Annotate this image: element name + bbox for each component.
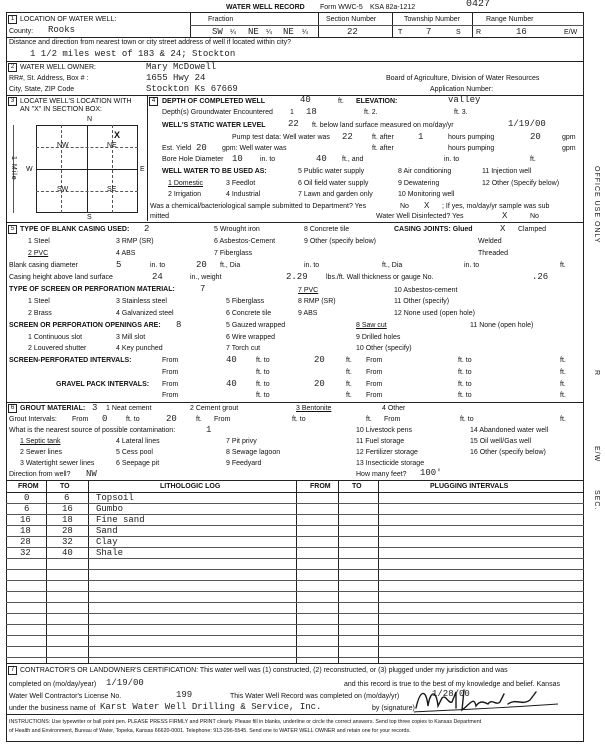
distance-value: 1 1/2 miles west of 183 & 24; Stockton	[30, 49, 236, 59]
chem-no: No	[400, 203, 409, 210]
gpm: gpm	[562, 145, 576, 152]
groundwater-1: 18	[306, 107, 317, 117]
location-label: LOCATION OF WATER WELL:	[20, 16, 117, 23]
county-value: Rooks	[48, 25, 76, 35]
screen-galvanized: 4 Galvanized steel	[116, 310, 174, 317]
from-label: From	[366, 392, 383, 399]
casing-wrought: 5 Wrought iron	[214, 226, 260, 233]
ft-dia: ft., Dia	[220, 262, 241, 269]
casing-weight: 2.29	[286, 272, 308, 282]
office-use-label: OFFICE USE ONLY	[593, 166, 600, 244]
elevation-label: ELEVATION:	[356, 98, 398, 105]
log-to: 40	[62, 548, 73, 558]
log-rule	[6, 635, 584, 636]
quarter-symbol: ¼	[302, 29, 308, 36]
in-to: in. to	[150, 262, 166, 269]
county-label: County:	[9, 28, 34, 35]
form-title: WATER WELL RECORD	[226, 4, 305, 11]
yield-label: Est. Yield	[162, 145, 192, 152]
open-saw-cut: 8 Saw cut	[356, 322, 387, 329]
casing-steel: 1 Steel	[28, 238, 50, 245]
side-r-label: R	[593, 370, 600, 377]
depth-value: 40	[300, 95, 311, 105]
log-rule	[6, 613, 584, 614]
after-label: ft. after	[372, 145, 394, 152]
contam-feedyard: 9 Feedyard	[226, 460, 262, 467]
disinfected-no: No	[530, 213, 539, 220]
use-other: 12 Other (Specify below)	[482, 180, 560, 187]
grout-to: 20	[166, 414, 177, 424]
ft-dia: ft., Dia	[382, 262, 403, 269]
log-rule	[6, 591, 584, 592]
pump-gpm: 20	[530, 132, 541, 142]
ft-to: ft. to	[256, 369, 270, 376]
casing-joints-label: CASING JOINTS: Glued	[394, 226, 473, 233]
screen-stainless: 3 Stainless steel	[116, 298, 167, 305]
quadrant-ne: NE	[107, 142, 117, 149]
casing-height: 24	[152, 272, 163, 282]
static-level-date: 1/19/00	[508, 119, 546, 129]
openings-type: 8	[176, 320, 182, 330]
log-from: 6	[24, 504, 30, 514]
gravel-pack-label: GRAVEL PACK INTERVALS:	[56, 381, 150, 388]
open-torch: 7 Torch cut	[226, 345, 261, 352]
gpm: gpm	[562, 134, 576, 141]
screen-type: 7	[200, 284, 206, 294]
grout-label: GROUT MATERIAL:	[20, 405, 86, 412]
ft: ft.	[560, 416, 566, 423]
range-label: Range Number	[486, 16, 534, 23]
open-gauzed: 5 Gauzed wrapped	[226, 322, 286, 329]
ft-to: ft. to	[256, 357, 270, 364]
bore-value: 10	[232, 154, 243, 164]
quarter-symbol: ¼	[230, 29, 236, 36]
casing-fiberglass: 7 Fiberglass	[214, 250, 253, 257]
contam-lagoon: 8 Sewage lagoon	[226, 449, 281, 456]
chem-sample-label: Was a chemical/bacteriological sample submitted to Department? Yes	[150, 203, 367, 210]
range-ew: E/W	[564, 29, 578, 36]
weight-rest: lbs./ft. Wall thickness or gauge No.	[326, 274, 434, 281]
pump-hours: 1	[418, 132, 424, 142]
compass-w: W	[26, 166, 33, 173]
gw1-no: 1	[290, 109, 294, 116]
log-rule	[6, 536, 584, 537]
gw3-label: ft. 3.	[454, 109, 468, 116]
ft: ft.	[530, 156, 536, 163]
casing-gauge: .26	[532, 272, 549, 282]
chem-mitted: mitted	[150, 213, 170, 220]
quadrant-se: SE	[107, 186, 117, 193]
casing-type: 2	[144, 224, 150, 234]
yield-rest: gpm: Well water was	[222, 145, 287, 152]
owner-address: 1655 Hwy 24	[146, 73, 206, 83]
mile-label: 1 Mile	[10, 156, 17, 181]
in-weight: in., weight	[190, 274, 222, 281]
ft-to: ft. to	[458, 392, 472, 399]
quarter-1: SW	[212, 27, 223, 37]
log-to: 16	[62, 504, 73, 514]
ft: ft.	[346, 357, 352, 364]
from-label: From	[162, 369, 179, 376]
grout-cement: 2 Cement grout	[190, 405, 239, 412]
contam-pit-privy: 7 Pit privy	[226, 438, 257, 445]
from-label: From	[214, 416, 231, 423]
ft-to: ft. to	[126, 416, 140, 423]
log-to: 18	[62, 515, 73, 525]
screen-fiberglass: 5 Fiberglass	[226, 298, 265, 305]
instructions-line-2: of Health and Environment, Bureau of Water, Topeka, Kansas 66620-0001. Telephone: 913-296-5545. Send one to WATER WELL OWNER and retain one for your records.	[9, 728, 411, 734]
from-label: From	[366, 369, 383, 376]
address-label: RR#, St. Address, Box # :	[9, 75, 89, 82]
log-rule	[6, 569, 584, 570]
cert-line-2b: and this record is true to the best of my knowledge and belief. Kansas	[344, 681, 560, 688]
owner-city: Stockton Ks 67669	[146, 84, 238, 94]
form-number: Form WWC-5	[320, 4, 363, 11]
open-continuous: 1 Continuous slot	[28, 334, 83, 341]
screen-intervals-label: SCREEN-PERFORATED INTERVALS:	[9, 357, 132, 364]
from-label: From	[384, 416, 401, 423]
locate-label: LOCATE WELL'S LOCATION WITH	[20, 98, 132, 105]
chem-mark: X	[424, 201, 430, 211]
section-3-marker: 3	[8, 97, 17, 106]
grout-type: 3	[92, 403, 98, 413]
gw2-label: ft. 2.	[364, 109, 378, 116]
use-irrigation: 2 Irrigation	[168, 191, 202, 198]
fraction-label: Fraction	[208, 16, 234, 23]
casing-diameter: 5	[116, 260, 122, 270]
log-rule	[6, 547, 584, 548]
quadrant-nw: NW	[57, 142, 69, 149]
ksa-ref: KSA 82a-1212	[370, 4, 416, 11]
disinfected-mark: X	[502, 211, 508, 221]
joints-threaded: Threaded	[478, 250, 508, 257]
log-from: 32	[20, 548, 31, 558]
use-injection: 11 Injection well	[482, 168, 532, 175]
log-from: 16	[20, 515, 31, 525]
casing-pvc: 2 PVC	[28, 250, 49, 257]
section-4-marker: 4	[149, 97, 158, 106]
in-to: in. to	[464, 262, 480, 269]
feet-label: How many feet?	[356, 471, 407, 478]
grout-other: 4 Other	[382, 405, 406, 412]
compass-n: N	[87, 116, 93, 123]
cert-business: Karst Water Well Drilling & Service, Inc.	[100, 702, 322, 712]
open-wire: 6 Wire wrapped	[226, 334, 276, 341]
contam-watertight: 3 Watertight sewer lines	[20, 460, 95, 467]
log-rule	[6, 503, 584, 504]
static-level-value: 22	[288, 119, 299, 129]
cert-record-date: 1/28/00	[432, 689, 470, 699]
log-rule	[6, 602, 584, 603]
direction-value: NW	[86, 469, 97, 479]
after-label: ft. after	[372, 134, 394, 141]
township-value: 7	[426, 27, 432, 37]
ft-to: ft. to	[458, 369, 472, 376]
well-location-mark: X	[114, 130, 121, 140]
casing-other: 9 Other (specify below)	[304, 238, 376, 245]
quarter-3: NE	[283, 27, 294, 37]
section-1-marker: 1	[8, 15, 17, 24]
log-to-header: TO	[60, 483, 70, 490]
ft-to: ft. to	[460, 416, 474, 423]
pump-water-level: 22	[342, 132, 353, 142]
bore-rest: ft., and	[342, 156, 364, 163]
from-label: From	[366, 357, 383, 364]
gravel-from: 40	[226, 379, 237, 389]
screen-concrete: 6 Concrete tile	[226, 310, 272, 317]
contam-livestock: 10 Livestock pens	[356, 427, 413, 434]
application-label: Application Number:	[430, 86, 494, 93]
water-use-label: WELL WATER TO BE USED AS:	[162, 168, 267, 175]
log-desc: Clay	[96, 537, 118, 547]
ft: ft.	[346, 381, 352, 388]
contamination-value: 1	[206, 425, 212, 435]
contamination-label: What is the nearest source of possible contamination:	[9, 427, 176, 434]
side-sec-label: SEC.	[593, 490, 600, 511]
ft: ft.	[560, 262, 566, 269]
ft: ft.	[366, 416, 372, 423]
contam-abandoned: 14 Abandoned water well	[470, 427, 549, 434]
screen-rmp: 8 RMP (SR)	[298, 298, 336, 305]
contam-insecticide: 13 Insecticide storage	[356, 460, 425, 467]
open-other: 10 Other (specify)	[356, 345, 412, 352]
township-label: Township Number	[404, 16, 461, 23]
log-desc: Topsoil	[96, 493, 134, 503]
section-number-value: 22	[347, 27, 358, 37]
ft: ft.	[560, 381, 566, 388]
from-label: From	[162, 357, 179, 364]
chem-rest: ; If yes, mo/day/yr sample was sub	[442, 203, 550, 210]
hours-label: hours pumping	[448, 134, 495, 141]
grout-intervals-label: Grout Intervals:	[9, 416, 57, 423]
direction-label: Direction from well?	[9, 471, 71, 478]
ft-to: ft. to	[458, 381, 472, 388]
yield-value: 20	[196, 143, 207, 153]
plug-to-header: TO	[352, 483, 362, 490]
static-level-label: WELL'S STATIC WATER LEVEL	[162, 122, 266, 129]
quarter-symbol: ¼	[266, 29, 272, 36]
screen-from: 40	[226, 355, 237, 365]
ft: ft.	[346, 369, 352, 376]
contractor-signature	[412, 684, 562, 716]
screen-brass: 2 Brass	[28, 310, 52, 317]
hours-label: hours pumping	[448, 145, 495, 152]
contam-other: 16 Other (specify below)	[470, 449, 546, 456]
section-number-label: Section Number	[326, 16, 377, 23]
log-rule	[6, 646, 584, 647]
side-ew-label: E/W	[593, 446, 600, 463]
quarter-2: NE	[248, 27, 259, 37]
elevation-value: valley	[448, 95, 481, 105]
board-label: Board of Agriculture, Division of Water Resources	[386, 75, 540, 82]
log-desc: Sand	[96, 526, 118, 536]
use-lawn: 7 Lawn and garden only	[298, 191, 373, 198]
log-rule	[6, 558, 584, 559]
casing-height-label: Casing height above land surface	[9, 274, 113, 281]
bore-to-value: 40	[316, 154, 327, 164]
log-from: 28	[20, 537, 31, 547]
contam-lateral: 4 Lateral lines	[116, 438, 160, 445]
cert-record-label: This Water Well Record was completed on (mo/day/yr)	[230, 693, 400, 700]
use-dewatering: 9 Dewatering	[398, 180, 440, 187]
log-rule	[6, 514, 584, 515]
open-louvered: 2 Louvered shutter	[28, 345, 87, 352]
casing-diameter-to: 20	[196, 260, 207, 270]
openings-label: SCREEN OR PERFORATION OPENINGS ARE:	[9, 322, 161, 329]
plug-from-header: FROM	[310, 483, 331, 490]
grout-bentonite: 3 Bentonite	[296, 405, 332, 412]
in-to: in. to	[304, 262, 320, 269]
log-desc: Fine sand	[96, 515, 145, 525]
joints-clamped: Clamped	[518, 226, 547, 233]
disinfected-label: Water Well Disinfected? Yes	[376, 213, 464, 220]
township-s: S	[456, 29, 461, 36]
range-r: R	[476, 29, 482, 36]
contam-fuel: 11 Fuel storage	[356, 438, 405, 445]
open-drilled: 9 Drilled holes	[356, 334, 401, 341]
ft: ft.	[560, 357, 566, 364]
city-label: City, State, ZIP Code	[9, 86, 75, 93]
contam-sewer: 2 Sewer lines	[20, 449, 63, 456]
contam-septic: 1 Septic tank	[20, 438, 61, 445]
ft-to: ft. to	[292, 416, 306, 423]
bore-label: Bore Hole Diameter	[162, 156, 224, 163]
section-5-marker: 5	[8, 225, 17, 234]
log-from: 0	[24, 493, 30, 503]
section-6-marker: 6	[8, 404, 17, 413]
screen-asbestos: 10 Asbestos-cement	[394, 287, 458, 294]
use-monitoring: 10 Monitoring well	[398, 191, 455, 198]
screen-to: 20	[314, 355, 325, 365]
screen-type-label: TYPE OF SCREEN OR PERFORATION MATERIAL:	[9, 286, 175, 293]
casing-diameter-label: Blank casing diameter	[9, 262, 78, 269]
open-mill: 3 Mill slot	[116, 334, 146, 341]
log-from-header: FROM	[18, 483, 39, 490]
cert-completed-label: completed on (mo/day/year)	[9, 681, 97, 688]
cert-business-label: under the business name of	[9, 705, 96, 712]
ft: ft.	[196, 416, 202, 423]
cert-license: 199	[176, 690, 193, 700]
ft: ft.	[560, 392, 566, 399]
screen-pvc: 7 PVC	[298, 287, 319, 294]
casing-abs: 4 ABS	[116, 250, 136, 257]
contam-fertilizer: 12 Fertilizer storage	[356, 449, 418, 456]
from-label: From	[162, 381, 179, 388]
log-rule	[6, 657, 584, 658]
open-key: 4 Key punched	[116, 345, 163, 352]
cert-completed-date: 1/19/00	[106, 678, 144, 688]
contam-seepage: 6 Seepage pit	[116, 460, 160, 467]
compass-e: E	[140, 166, 145, 173]
open-none: 11 None (open hole)	[470, 322, 534, 329]
screen-abs: 9 ABS	[298, 310, 318, 317]
ft-to: ft. to	[256, 392, 270, 399]
groundwater-label: Depth(s) Groundwater Encountered	[162, 109, 273, 116]
log-desc: Gumbo	[96, 504, 124, 514]
instructions-line-1: INSTRUCTIONS: Use typewriter or ball point pen. PLEASE PRESS FIRMLY and PRINT clearly. Please fill in blanks, underline or circle the correct answers. Send top three copies to Kansas Department	[9, 719, 482, 725]
grout-neat: 1 Neat cement	[106, 405, 152, 412]
log-rule	[6, 624, 584, 625]
static-level-rest: ft. below land surface measured on mo/day/yr	[312, 122, 454, 129]
gravel-to: 20	[314, 379, 325, 389]
joints-welded: Welded	[478, 238, 502, 245]
screen-other: 11 Other (specify)	[394, 298, 450, 305]
in-to: in. to	[444, 156, 460, 163]
feet-value: 100'	[420, 468, 442, 478]
log-desc: Shale	[96, 548, 124, 558]
township-t: T	[398, 29, 403, 36]
distance-label: Distance and direction from nearest town or city street address of well if located within city?	[9, 39, 292, 46]
use-domestic: 1 Domestic	[168, 180, 204, 187]
range-value: 16	[516, 27, 527, 37]
in-to: in. to	[260, 156, 276, 163]
section-2-marker: 2	[8, 63, 17, 72]
ft: ft.	[560, 369, 566, 376]
record-number: 0427	[466, 0, 491, 10]
from-label: From	[72, 416, 89, 423]
cert-line-1: CONTRACTOR'S OR LANDOWNER'S CERTIFICATION: This water well was (1) constructed, (2) reconstructed, or (3) plugged under my jurisdiction and was	[20, 667, 508, 674]
joints-mark: X	[500, 224, 506, 234]
casing-rmp: 3 RMP (SR)	[116, 238, 154, 245]
pump-test-label: Pump test data: Well water was	[232, 134, 330, 141]
depth-label: DEPTH OF COMPLETED WELL	[162, 98, 266, 105]
contam-cess: 5 Cess pool	[116, 449, 153, 456]
cert-signature-label: by (signature)	[372, 705, 415, 712]
log-rule	[6, 580, 584, 581]
from-label: From	[162, 392, 179, 399]
grout-from: 0	[102, 414, 108, 424]
owner-label: WATER WELL OWNER:	[20, 64, 96, 71]
log-to: 32	[62, 537, 73, 547]
casing-asbestos: 6 Asbestos-Cement	[214, 238, 276, 245]
contam-oil-gas: 15 Oil well/Gas well	[470, 438, 532, 445]
log-to: 6	[64, 493, 70, 503]
ft: ft.	[338, 98, 344, 105]
log-to: 28	[62, 526, 73, 536]
compass-s: S	[87, 214, 92, 221]
screen-steel: 1 Steel	[28, 298, 50, 305]
screen-none: 12 None used (open hole)	[394, 310, 475, 317]
use-public: 5 Public water supply	[298, 168, 365, 175]
from-label: From	[366, 381, 383, 388]
use-oil-field: 6 Oil field water supply	[298, 180, 369, 187]
quadrant-sw: SW	[57, 186, 69, 193]
log-from: 18	[20, 526, 31, 536]
ft-to: ft. to	[458, 357, 472, 364]
use-industrial: 4 Industrial	[226, 191, 261, 198]
owner-name: Mary McDowell	[146, 62, 217, 72]
section-7-marker: 7	[8, 666, 17, 675]
use-air: 8 Air conditioning	[398, 168, 452, 175]
plug-header: PLUGGING INTERVALS	[430, 483, 509, 490]
casing-label: TYPE OF BLANK CASING USED:	[20, 226, 130, 233]
log-rule	[6, 525, 584, 526]
casing-concrete: 8 Concrete tile	[304, 226, 350, 233]
log-litho-header: LITHOLOGIC LOG	[160, 483, 221, 490]
locate-label-2: AN "X" IN SECTION BOX:	[20, 106, 102, 113]
ft: ft.	[346, 392, 352, 399]
ft-to: ft. to	[256, 381, 270, 388]
use-feedlot: 3 Feedlot	[226, 180, 256, 187]
cert-license-label: Water Well Contractor's License No.	[9, 693, 122, 700]
